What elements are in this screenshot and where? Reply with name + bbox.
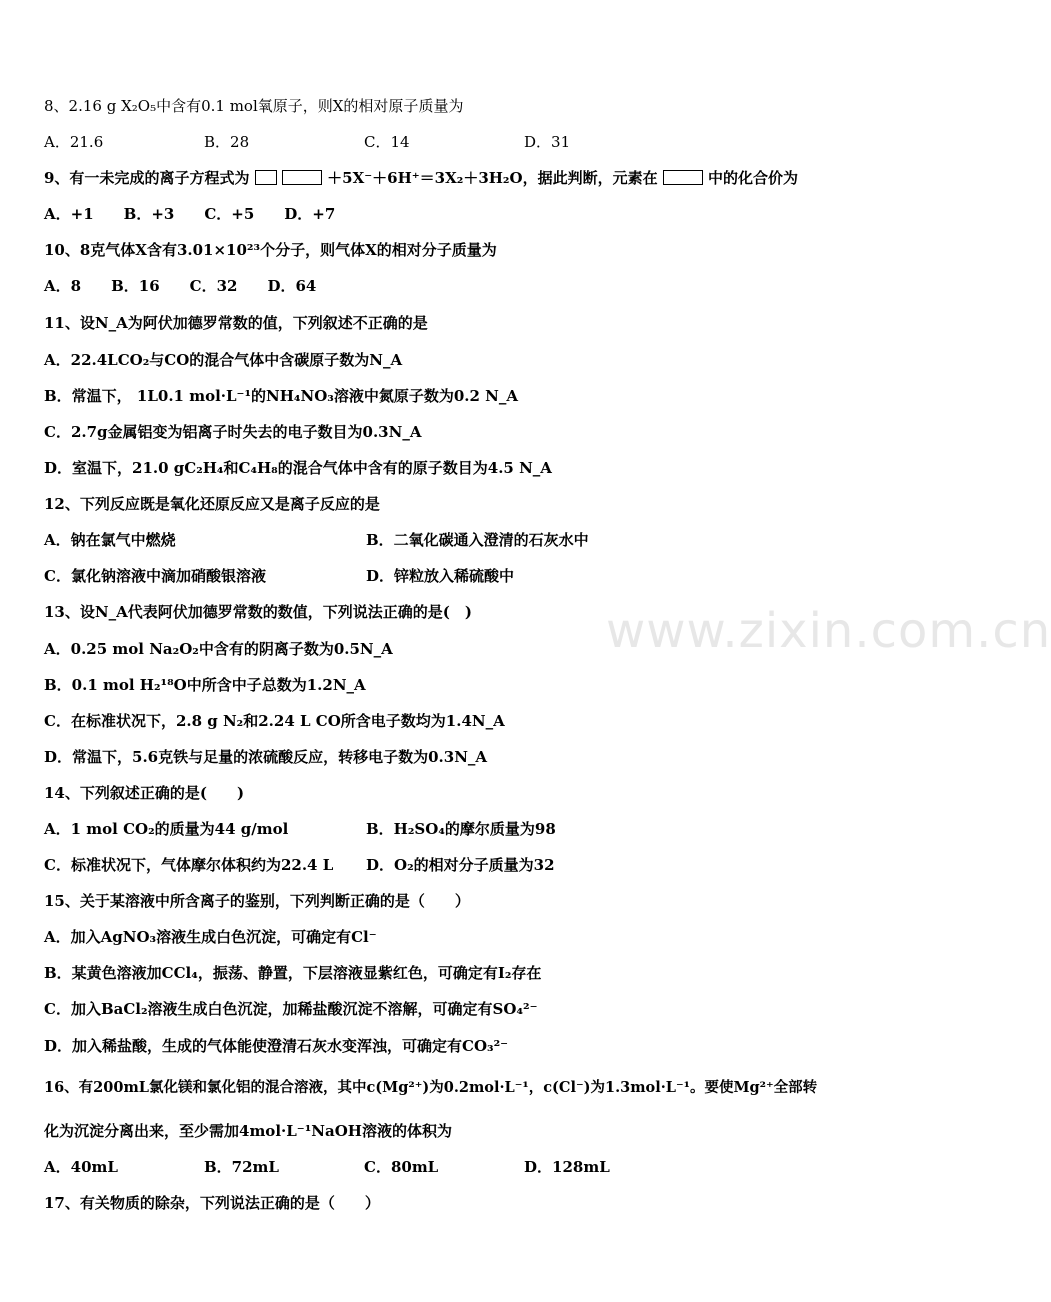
blank-box	[282, 170, 322, 185]
q14-option-c: C．标准状况下，气体摩尔体积约为22.4 L	[44, 856, 334, 874]
q16-option-d: D．128mL	[524, 1158, 610, 1176]
q15-option-c: C．加入BaCl₂溶液生成白色沉淀，加稀盐酸沉淀不溶解，可确定有SO₄²⁻	[44, 1000, 538, 1018]
q16-option-c: C．80mL	[364, 1158, 439, 1176]
q8-option-a: A．21.6	[44, 133, 104, 151]
q11-option-c: C．2.7g金属铝变为铝离子时失去的电子数目为0.3N_A	[44, 423, 422, 441]
blank-box	[255, 170, 277, 185]
q15-option-d: D．加入稀盐酸，生成的气体能使澄清石灰水变浑浊，可确定有CO₃²⁻	[44, 1037, 509, 1055]
q13-option-c: C．在标准状况下，2.8 g N₂和2.24 L CO所含电子数均为1.4N_A	[44, 712, 505, 730]
q9-text-1: 9、有一未完成的离子方程式为	[44, 169, 250, 187]
q10-options: A．8 B．16 C．32 D．64	[44, 277, 317, 295]
question-13: 13、设N_A代表阿伏加德罗常数的数值，下列说法正确的是( )	[44, 603, 472, 621]
q11-option-a: A．22.4LCO₂与CO的混合气体中含碳原子数为N_A	[44, 351, 403, 369]
question-15: 15、关于某溶液中所含离子的鉴别，下列判断正确的是（ ）	[44, 892, 470, 910]
q13-option-a: A．0.25 mol Na₂O₂中含有的阴离子数为0.5N_A	[44, 640, 393, 658]
question-14: 14、下列叙述正确的是( )	[44, 784, 245, 802]
q14-option-a: A．1 mol CO₂的质量为44 g/mol	[44, 820, 289, 838]
q13-option-d: D．常温下，5.6克铁与足量的浓硫酸反应，转移电子数为0.3N_A	[44, 748, 488, 766]
q14-option-b: B．H₂SO₄的摩尔质量为98	[366, 820, 556, 838]
blank-box	[663, 170, 703, 185]
q9-options: A．+1 B．+3 C．+5 D．+7	[44, 205, 336, 223]
question-16-line-2: 化为沉淀分离出来，至少需加4mol·L⁻¹NaOH溶液的体积为	[44, 1122, 452, 1140]
q12-option-a: A．钠在氯气中燃烧	[44, 531, 176, 549]
question-17: 17、有关物质的除杂，下列说法正确的是（ ）	[44, 1194, 380, 1212]
question-8: 8、2.16 g X₂O₅中含有0.1 mol氧原子，则X的相对原子质量为	[44, 97, 464, 115]
question-11: 11、设N_A为阿伏加德罗常数的值，下列叙述不正确的是	[44, 314, 428, 332]
question-12: 12、下列反应既是氧化还原反应又是离子反应的是	[44, 495, 380, 513]
q12-option-d: D．锌粒放入稀硫酸中	[366, 567, 515, 585]
q11-option-b: B．常温下， 1L0.1 mol·L⁻¹的NH₄NO₃溶液中氮原子数为0.2 N_A	[44, 387, 519, 405]
q12-option-b: B．二氧化碳通入澄清的石灰水中	[366, 531, 589, 549]
question-16-line-1: 16、有200mL氯化镁和氯化铝的混合溶液，其中c(Mg²⁺)为0.2mol·L⁻¹，c(Cl⁻)为1.3mol·L⁻¹。要使Mg²⁺全部转	[44, 1079, 818, 1096]
q14-option-d: D．O₂的相对分子质量为32	[366, 856, 555, 874]
q15-option-a: A．加入AgNO₃溶液生成白色沉淀，可确定有Cl⁻	[44, 928, 377, 946]
question-10: 10、8克气体X含有3.01×10²³个分子，则气体X的相对分子质量为	[44, 241, 497, 259]
q8-option-c: C．14	[364, 133, 410, 151]
watermark: www.zixin.com.cn	[606, 603, 1051, 659]
question-9	[44, 168, 798, 188]
q8-option-d: D．31	[524, 133, 571, 151]
q9-text-3: 中的化合价为	[708, 169, 799, 187]
q16-option-a: A．40mL	[44, 1158, 118, 1176]
q12-option-c: C．氯化钠溶液中滴加硝酸银溶液	[44, 567, 266, 585]
q15-option-b: B．某黄色溶液加CCl₄，振荡、静置，下层溶液显紫红色，可确定有I₂存在	[44, 964, 542, 982]
q9-text-2: ＋5X⁻＋6H⁺＝3X₂＋3H₂O，据此判断，元素在	[327, 169, 658, 187]
q13-option-b: B．0.1 mol H₂¹⁸O中所含中子总数为1.2N_A	[44, 676, 366, 694]
q8-option-b: B．28	[204, 133, 250, 151]
q11-option-d: D．室温下，21.0 gC₂H₄和C₄H₈的混合气体中含有的原子数目为4.5 N_A	[44, 459, 552, 477]
q16-option-b: B．72mL	[204, 1158, 279, 1176]
